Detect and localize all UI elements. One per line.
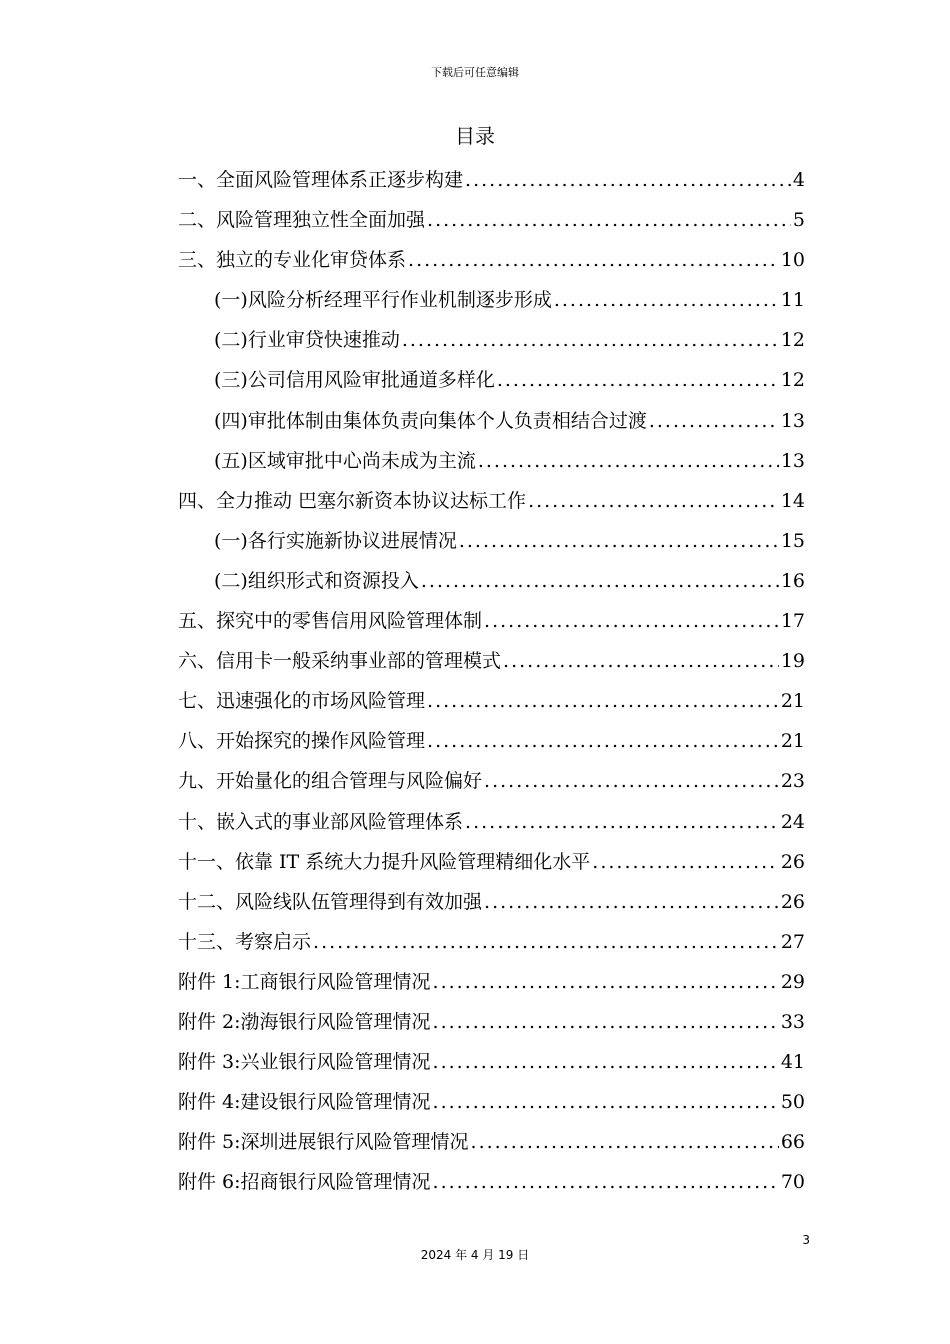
toc-leader-dots [419, 561, 779, 601]
toc-entry-number: 九、 [178, 770, 217, 793]
toc-leader-dots [400, 320, 779, 360]
toc-entry-page: 15 [780, 529, 805, 552]
toc-entry-number: 四、 [178, 489, 217, 512]
toc-entry-title: 探究中的零售信用风险管理体制 [216, 610, 483, 633]
toc-entry-number: 十二、 [178, 890, 236, 913]
toc-entry-page: 24 [780, 810, 805, 833]
toc-entry-title: 公司信用风险审批通道多样化 [247, 369, 495, 392]
toc-entry-number: (二) [214, 329, 248, 352]
toc-entry-title: 信用卡一般采纳事业部的管理模式 [216, 650, 502, 673]
toc-entry-title: 嵌入式的事业部风险管理体系 [216, 810, 464, 833]
toc-entry-page: 14 [780, 489, 805, 512]
toc-leader-dots [431, 1082, 779, 1122]
toc-entry-number: (三) [214, 369, 248, 392]
toc-entry-title: 考察启示 [235, 930, 312, 953]
toc-entry-number: 六、 [178, 650, 217, 673]
toc-subentry[interactable] [178, 360, 805, 400]
toc-entry-title: 区域审批中心尚未成为主流 [247, 449, 476, 472]
toc-entry-page: 17 [780, 610, 805, 633]
toc-entry[interactable] [178, 641, 805, 681]
toc-entry-page: 21 [780, 730, 805, 753]
toc-subentry[interactable] [178, 521, 805, 561]
toc-leader-dots [482, 761, 779, 801]
toc-subentry[interactable] [178, 441, 805, 481]
toc-entry-title: 建设银行风险管理情况 [240, 1091, 431, 1114]
toc-appendix-entry[interactable] [178, 1002, 805, 1042]
toc-leader-dots [647, 401, 779, 441]
toc-appendix-entry[interactable] [178, 1082, 805, 1122]
toc-entry-title: 各行实施新协议进展情况 [247, 529, 457, 552]
toc-entry[interactable] [178, 761, 805, 801]
toc-leader-dots [526, 481, 779, 521]
toc-entry-title: 风险管理独立性全面加强 [216, 209, 426, 232]
toc-entry-title: 风险线队伍管理得到有效加强 [235, 890, 483, 913]
toc-entry-page: 19 [780, 650, 805, 673]
toc-entry-number: (一) [214, 529, 248, 552]
toc-entry-number: (五) [214, 449, 248, 472]
toc-entry-page: 11 [780, 289, 805, 312]
toc-leader-dots [431, 1042, 779, 1082]
toc-subentry[interactable] [178, 561, 805, 601]
toc-leader-dots [501, 641, 779, 681]
toc-leader-dots [476, 441, 779, 481]
toc-entry-page: 4 [792, 169, 805, 191]
toc-entry-number: 三、 [178, 249, 217, 272]
toc-leader-dots [482, 601, 779, 641]
toc-leader-dots [425, 200, 791, 240]
toc-entry-number: 二、 [178, 209, 217, 232]
toc-entry-page: 29 [780, 970, 805, 993]
toc-entry-title: 审批体制由集体负责向集体个人负责相结合过渡 [247, 409, 647, 432]
toc-leader-dots [425, 721, 779, 761]
table-of-contents [178, 160, 805, 1202]
toc-entry-page: 16 [780, 569, 805, 592]
toc-entry-number: (二) [214, 569, 248, 592]
toc-entry[interactable] [178, 601, 805, 641]
toc-entry[interactable] [178, 882, 805, 922]
toc-leader-dots [406, 240, 779, 280]
toc-entry[interactable] [178, 922, 805, 962]
toc-entry-page: 5 [792, 209, 805, 232]
toc-leader-dots [311, 922, 779, 962]
toc-appendix-entry[interactable] [178, 962, 805, 1002]
toc-entry-number: 八、 [178, 730, 217, 753]
toc-entry-title: 兴业银行风险管理情况 [240, 1051, 431, 1074]
toc-leader-dots [469, 1122, 779, 1162]
toc-entry-number: 附件 5: [178, 1131, 241, 1154]
toc-entry-title: 风险分析经理平行作业机制逐步形成 [247, 289, 552, 312]
toc-entry-title: 全力推动 巴塞尔新资本协议达标工作 [216, 489, 527, 512]
toc-subentry[interactable] [178, 280, 805, 320]
toc-entry-page: 66 [780, 1131, 805, 1154]
toc-entry[interactable] [178, 681, 805, 721]
toc-entry-title: 深圳进展银行风险管理情况 [240, 1131, 469, 1154]
page-number: 3 [802, 1233, 810, 1247]
toc-leader-dots [431, 1162, 779, 1202]
toc-subentry[interactable] [178, 320, 805, 360]
toc-entry-title: 行业审贷快速推动 [247, 329, 400, 352]
toc-entry-number: 一、 [178, 169, 217, 191]
toc-entry-page: 33 [780, 1010, 805, 1033]
toc-entry-number: 七、 [178, 690, 217, 713]
toc-entry-title: 开始探究的操作风险管理 [216, 730, 426, 753]
toc-entry[interactable] [178, 240, 805, 280]
toc-leader-dots [495, 360, 779, 400]
toc-entry[interactable] [178, 200, 805, 240]
toc-entry-number: (四) [214, 409, 248, 432]
toc-leader-dots [552, 280, 779, 320]
toc-appendix-entry[interactable] [178, 1122, 805, 1162]
page-header: 下载后可任意编辑 [431, 66, 519, 79]
toc-entry-page: 23 [780, 770, 805, 793]
toc-entry-title: 招商银行风险管理情况 [240, 1171, 431, 1194]
toc-entry[interactable] [178, 481, 805, 521]
toc-entry-page: 50 [780, 1091, 805, 1114]
toc-entry-title: 开始量化的组合管理与风险偏好 [216, 770, 483, 793]
toc-leader-dots [463, 160, 791, 200]
toc-entry-page: 26 [780, 850, 805, 873]
toc-leader-dots [431, 962, 779, 1002]
toc-entry-title: 工商银行风险管理情况 [240, 970, 431, 993]
toc-leader-dots [425, 681, 779, 721]
toc-leader-dots [431, 1002, 779, 1042]
toc-entry-page: 12 [780, 369, 805, 392]
footer-date: 2024 年 4 月 19 日 [420, 1248, 530, 1262]
toc-leader-dots [457, 521, 779, 561]
toc-appendix-entry[interactable] [178, 1162, 805, 1202]
toc-entry-number: 附件 6: [178, 1171, 241, 1194]
toc-title: 目录 [455, 124, 495, 148]
toc-entry-page: 12 [780, 329, 805, 352]
toc-subentry[interactable] [178, 401, 805, 441]
toc-entry-number: 附件 1: [178, 970, 241, 993]
toc-entry-number: 附件 4: [178, 1091, 241, 1114]
toc-entry[interactable] [178, 721, 805, 761]
toc-entry-number: 五、 [178, 610, 217, 633]
toc-entry-page: 26 [780, 890, 805, 913]
toc-entry-title: 渤海银行风险管理情况 [240, 1010, 431, 1033]
toc-entry-page: 10 [780, 249, 805, 272]
toc-entry-page: 70 [780, 1171, 805, 1194]
toc-entry-number: (一) [214, 289, 248, 312]
toc-leader-dots [590, 842, 779, 882]
toc-entry-title: 组织形式和资源投入 [247, 569, 419, 592]
toc-entry-page: 21 [780, 690, 805, 713]
toc-entry-title: 独立的专业化审贷体系 [216, 249, 407, 272]
toc-entry-page: 13 [780, 409, 805, 432]
toc-entry-number: 附件 2: [178, 1010, 241, 1033]
toc-entry-number: 十、 [178, 810, 217, 833]
toc-entry-number: 十三、 [178, 930, 236, 953]
toc-entry[interactable] [178, 842, 805, 882]
toc-entry-page: 13 [780, 449, 805, 472]
toc-appendix-entry[interactable] [178, 1042, 805, 1082]
toc-entry-page: 41 [780, 1051, 805, 1074]
toc-entry-title: 依靠 IT 系统大力提升风险管理精细化水平 [235, 850, 591, 873]
toc-entry-title: 迅速强化的市场风险管理 [216, 690, 426, 713]
toc-entry-page: 27 [780, 930, 805, 953]
toc-entry-number: 十一、 [178, 850, 236, 873]
toc-entry[interactable] [178, 802, 805, 842]
toc-entry[interactable] [178, 160, 805, 200]
toc-entry-number: 附件 3: [178, 1051, 241, 1074]
toc-entry-title: 全面风险管理体系正逐步构建 [216, 169, 464, 191]
toc-leader-dots [463, 802, 779, 842]
toc-leader-dots [482, 882, 779, 922]
